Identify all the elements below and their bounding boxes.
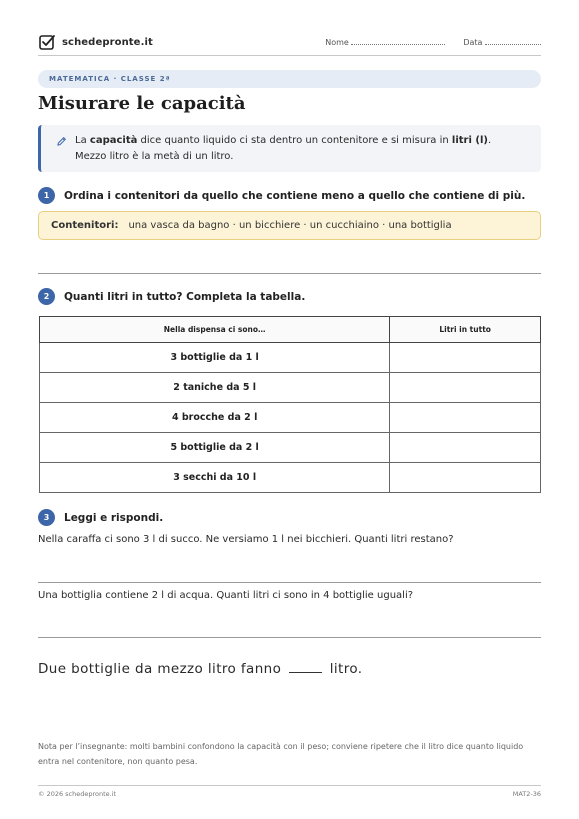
definition-callout [38,125,541,172]
liters-table [39,316,541,493]
table-row [40,463,541,493]
teacher-note: Nota per l’insegnante: molti bambini confondono la capacità con il peso; conviene ripetere che il litro dice quanto liquido entra nel contenitore, non quanto pesa. [38,742,524,766]
callout-line-2: Mezzo litro è la metà di un litro. [75,151,234,162]
name-line [351,37,445,45]
containers-list: una vasca da bagno · un bicchiere · un cucchiaino · una bottiglia [128,220,452,231]
problem-2: Una bottiglia contiene 2 l di acqua. Quanti litri ci sono in 4 bottiglie uguali? [38,590,414,601]
answer-line[interactable] [38,273,541,274]
containers-label: Contenitori: [51,220,119,231]
table-cell: 4 brocche da 2 l [40,403,390,433]
subject-band: MATEMATICA · CLASSE 2ª [38,70,541,88]
question-3-header [38,509,541,526]
question-text: Leggi e rispondi. [64,511,164,524]
sentence-start: Due bottiglie da mezzo litro fanno [38,661,282,677]
table-row [40,403,541,433]
answer-cell[interactable] [390,343,541,373]
answer-cell[interactable] [390,373,541,403]
table-cell: 3 secchi da 10 l [40,463,390,493]
fill-in-sentence [38,661,362,677]
callout-line-1 [75,133,529,149]
name-field[interactable] [325,37,445,47]
question-text: Ordina i contenitori da quello che contiene meno a quello che contiene di più. [64,189,526,202]
problem-1: Nella caraffa ci sono 3 l di succo. Ne versiamo 1 l nei bicchieri. Quanti litri restano? [38,534,454,545]
check-square-icon [38,33,56,51]
table-cell: 2 taniche da 5 l [40,373,390,403]
table-row [40,373,541,403]
date-label: Data [463,38,483,47]
answer-line[interactable] [38,637,541,638]
date-line [485,37,541,45]
table-row [40,433,541,463]
column-header: Nella dispensa ci sono… [40,317,390,343]
name-label: Nome [325,38,349,47]
question-number: 1 [38,187,55,204]
answer-cell[interactable] [390,463,541,493]
question-number: 3 [38,509,55,526]
site-name: schedepronte.it [62,36,153,48]
footer-divider [38,785,541,786]
question-number: 2 [38,288,55,305]
student-fields [325,37,541,47]
column-header: Litri in tutto [390,317,541,343]
question-text: Quanti litri in tutto? Completa la tabella. [64,290,306,303]
callout-text: dice quanto liquido ci sta dentro un contenitore e si misura in [137,135,452,146]
page-header [38,30,541,54]
copyright: © 2026 schedepronte.it [38,790,117,798]
fill-blank[interactable] [289,672,322,673]
table-cell: 5 bottiglie da 2 l [40,433,390,463]
callout-bold-capacita: capacità [89,135,138,146]
header-divider [38,55,541,56]
answer-cell[interactable] [390,433,541,463]
sheet-code: MAT2-36 [512,790,541,798]
question-1-header [38,187,541,204]
table-cell: 3 bottiglie da 1 l [40,343,390,373]
sentence-end: litro. [329,661,363,677]
site-logo [38,33,153,51]
callout-text: . [487,135,492,146]
date-field[interactable] [463,37,541,47]
page-footer [38,790,541,798]
callout-text: La [75,135,90,146]
table-row [40,343,541,373]
question-2-header [38,288,541,305]
callout-bold-litri: litri (l) [451,135,488,146]
pencil-icon [56,136,67,147]
page-title: Misurare le capacità [38,93,246,114]
containers-box [38,211,541,240]
answer-cell[interactable] [390,403,541,433]
table-header-row [40,317,541,343]
answer-line[interactable] [38,582,541,583]
